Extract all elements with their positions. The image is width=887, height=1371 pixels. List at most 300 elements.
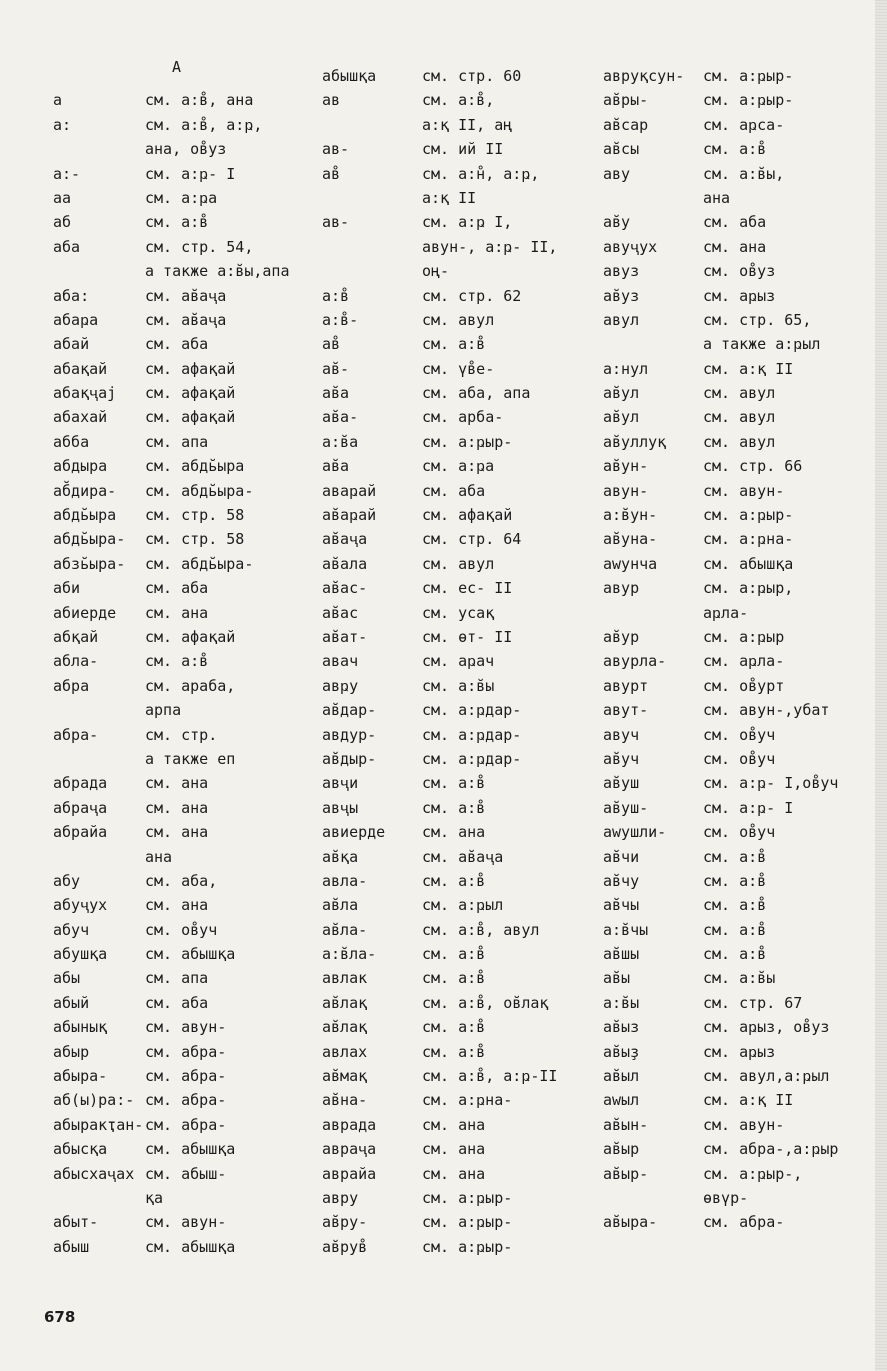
dictionary-entry bbox=[603, 625, 873, 649]
entry-reference: см. ов̊уч bbox=[703, 725, 776, 744]
entry-headword: аwушли- bbox=[603, 823, 667, 842]
entry-headword: ав̆а bbox=[322, 384, 350, 403]
entry-reference: см. авун- bbox=[145, 1213, 227, 1232]
dictionary-entry bbox=[53, 405, 313, 429]
dictionary-entry bbox=[53, 1210, 313, 1234]
dictionary-entry bbox=[53, 698, 313, 722]
dictionary-entry bbox=[322, 454, 592, 478]
entry-reference: см. а:в̊ bbox=[703, 945, 767, 964]
entry-reference: ана bbox=[145, 847, 173, 866]
entry-headword: ав̆лақ bbox=[322, 1018, 368, 1037]
entry-reference: см. ана bbox=[145, 896, 209, 915]
dictionary-entry bbox=[53, 186, 313, 210]
entry-reference: см. а:ҏ- I bbox=[703, 798, 794, 817]
entry-reference: см. стр. 67 bbox=[703, 993, 803, 1012]
entry-reference: см. стр. 64 bbox=[422, 530, 522, 549]
dictionary-entry bbox=[53, 162, 313, 186]
dictionary-entry bbox=[53, 1040, 313, 1064]
dictionary-entry bbox=[53, 942, 313, 966]
entry-reference: см. а:ҏдар- bbox=[422, 749, 522, 768]
entry-reference: см. а:ҏыр, bbox=[703, 579, 794, 598]
entry-headword: ав̊ bbox=[322, 335, 341, 354]
entry-headword: аб̆дира- bbox=[53, 481, 117, 500]
dictionary-entry bbox=[53, 1186, 313, 1210]
entry-reference: см. а:в̊ bbox=[422, 335, 486, 354]
dictionary-entry bbox=[603, 88, 873, 112]
entry-reference: см. а:ҏыр- bbox=[422, 1213, 513, 1232]
entry-headword: абыракҭан- bbox=[53, 1115, 144, 1134]
entry-reference: а также а:ҏыл bbox=[703, 335, 821, 354]
dictionary-entry bbox=[53, 820, 313, 844]
entry-headword: ав̆ур bbox=[603, 627, 640, 646]
entry-reference: см. авул bbox=[703, 384, 776, 403]
entry-headword: абақҷај bbox=[53, 384, 117, 403]
entry-headword: ав̆уш bbox=[603, 774, 640, 793]
dictionary-entry bbox=[53, 845, 313, 869]
dictionary-entry bbox=[322, 966, 592, 990]
entry-headword: абыра- bbox=[53, 1067, 108, 1086]
entry-reference: см. абдь̆ыра bbox=[145, 457, 245, 476]
entry-reference: см. а:в̆ы, bbox=[703, 164, 785, 183]
entry-headword: ав̆ла bbox=[322, 896, 359, 915]
entry-headword: ав̆шы bbox=[603, 945, 640, 964]
dictionary-entry bbox=[322, 235, 592, 259]
entry-headword: абы bbox=[53, 969, 81, 988]
dictionary-entry bbox=[322, 1113, 592, 1137]
entry-reference: см. арба- bbox=[422, 408, 504, 427]
entry-headword: а:в̊- bbox=[322, 310, 359, 329]
dictionary-entry bbox=[603, 991, 873, 1015]
dictionary-entry bbox=[322, 113, 592, 137]
entry-headword: аваҏай bbox=[322, 481, 377, 500]
entry-headword: авун- bbox=[603, 481, 649, 500]
entry-reference: см. афақай bbox=[145, 627, 236, 646]
dictionary-entry bbox=[603, 235, 873, 259]
entry-headword: ав̆а bbox=[322, 457, 350, 476]
entry-headword: ав̆рув̊ bbox=[322, 1237, 368, 1256]
dictionary-entry bbox=[603, 308, 873, 332]
entry-headword: ав̆ул bbox=[603, 384, 640, 403]
dictionary-entry bbox=[603, 210, 873, 234]
dictionary-entry bbox=[53, 113, 313, 137]
entry-reference: см. ана bbox=[422, 1140, 486, 1159]
entry-reference: см. ий II bbox=[422, 140, 504, 159]
dictionary-entry bbox=[603, 1186, 873, 1210]
dictionary-entry bbox=[603, 601, 873, 625]
dictionary-entry bbox=[322, 674, 592, 698]
entry-reference: см. аҏыз bbox=[703, 1042, 776, 1061]
entry-reference: см. а:в̊ bbox=[703, 871, 767, 890]
entry-reference: см. абдь̆ыра- bbox=[145, 481, 254, 500]
dictionary-entry bbox=[322, 1064, 592, 1088]
entry-reference: аҏла- bbox=[703, 603, 749, 622]
dictionary-entry bbox=[322, 601, 592, 625]
dictionary-entry bbox=[322, 820, 592, 844]
entry-headword: абқай bbox=[53, 627, 99, 646]
entry-reference: см. а:в̊, bbox=[422, 91, 495, 110]
dictionary-entry bbox=[603, 698, 873, 722]
entry-headword: ав̆ыҙ bbox=[603, 1042, 640, 1061]
entry-reference: см. ав̆аҷа bbox=[422, 847, 504, 866]
entry-headword: ав̆ат- bbox=[322, 627, 368, 646]
dictionary-entry bbox=[603, 1113, 873, 1137]
dictionary-entry bbox=[53, 1137, 313, 1161]
entry-reference: см. аба bbox=[422, 481, 486, 500]
dictionary-entry bbox=[53, 64, 313, 88]
dictionary-entry bbox=[53, 357, 313, 381]
dictionary-entry bbox=[322, 1088, 592, 1112]
dictionary-entry bbox=[603, 186, 873, 210]
dictionary-entry bbox=[603, 405, 873, 429]
entry-headword: аа bbox=[53, 188, 72, 207]
entry-reference: см. аба bbox=[145, 579, 209, 598]
entry-reference: см. а:в̊, ов̆лақ bbox=[422, 993, 549, 1012]
entry-headword: ав- bbox=[322, 140, 350, 159]
entry-reference: см. ов̊урт bbox=[703, 676, 785, 695]
entry-headword: абысхаҷах bbox=[53, 1164, 135, 1183]
dictionary-entry bbox=[603, 357, 873, 381]
entry-headword: абла- bbox=[53, 652, 99, 671]
entry-reference: см. авун- bbox=[703, 481, 785, 500]
entry-headword: абдь̆ыра bbox=[53, 506, 117, 525]
dictionary-entry bbox=[53, 454, 313, 478]
entry-headword: ав̆чу bbox=[603, 871, 640, 890]
entry-reference: см. ана bbox=[145, 603, 209, 622]
dictionary-entry bbox=[322, 893, 592, 917]
entry-reference: см. а:ҏыр- bbox=[422, 1188, 513, 1207]
entry-headword: аби bbox=[53, 579, 81, 598]
entry-headword: ав̆ы bbox=[603, 969, 631, 988]
entry-reference: см. апа bbox=[145, 969, 209, 988]
entry-reference: см. аба bbox=[145, 335, 209, 354]
entry-reference: см. абышқа bbox=[145, 945, 236, 964]
entry-headword: ав- bbox=[322, 213, 350, 232]
dictionary-entry bbox=[322, 1210, 592, 1234]
entry-headword: а:нул bbox=[603, 359, 649, 378]
dictionary-entry bbox=[322, 771, 592, 795]
dictionary-entry bbox=[603, 869, 873, 893]
entry-reference: см. ана bbox=[422, 823, 486, 842]
entry-headword: абра bbox=[53, 676, 90, 695]
letter-heading: А bbox=[172, 58, 182, 76]
entry-reference: см. а:в̊, а:ҏ, bbox=[145, 115, 263, 134]
entry-reference: см. а:в̊ bbox=[703, 896, 767, 915]
entry-headword: аwыл bbox=[603, 1091, 640, 1110]
entry-headword: а:в̆чы bbox=[603, 920, 649, 939]
entry-headword: абдыра bbox=[53, 457, 108, 476]
entry-reference: см. а:ҏыр- bbox=[422, 432, 513, 451]
entry-headword: авул bbox=[603, 310, 640, 329]
dictionary-entry bbox=[322, 942, 592, 966]
entry-headword: авурла- bbox=[603, 652, 667, 671]
entry-reference: ана bbox=[703, 188, 731, 207]
entry-reference: см. а:ҏа bbox=[145, 188, 218, 207]
dictionary-entry bbox=[53, 625, 313, 649]
entry-reference: см. ес- II bbox=[422, 579, 513, 598]
dictionary-entry bbox=[603, 284, 873, 308]
entry-reference: см. а:ҏа bbox=[422, 457, 495, 476]
dictionary-entry bbox=[53, 796, 313, 820]
dictionary-entry bbox=[322, 869, 592, 893]
entry-reference: см. а:в̊ bbox=[422, 1042, 486, 1061]
dictionary-entry bbox=[322, 1186, 592, 1210]
entry-reference: см. үв̊е- bbox=[422, 359, 495, 378]
dictionary-entry bbox=[603, 771, 873, 795]
dictionary-entry bbox=[603, 332, 873, 356]
entry-reference: см. а:в̆ы bbox=[422, 676, 495, 695]
entry-headword: авдур- bbox=[322, 725, 377, 744]
entry-reference: а также еп bbox=[145, 749, 236, 768]
entry-reference: см. араба, bbox=[145, 676, 236, 695]
dictionary-entry bbox=[322, 723, 592, 747]
dictionary-entry bbox=[322, 259, 592, 283]
entry-headword: ав̆сар bbox=[603, 115, 649, 134]
entry-reference: см. авун- bbox=[145, 1018, 227, 1037]
entry-reference: см. а:в̊, авул bbox=[422, 920, 540, 939]
entry-reference: см. афақай bbox=[145, 359, 236, 378]
entry-reference: см. аҏла- bbox=[703, 652, 785, 671]
entry-reference: см. а:ҏна- bbox=[703, 530, 794, 549]
dictionary-entry bbox=[322, 186, 592, 210]
entry-reference: өвүр- bbox=[703, 1188, 749, 1207]
entry-reference: см. авул bbox=[422, 310, 495, 329]
entry-headword: ав̆ыр bbox=[603, 1140, 640, 1159]
entry-reference: см. а:ҏдар- bbox=[422, 725, 522, 744]
dictionary-entry bbox=[53, 284, 313, 308]
dictionary-entry bbox=[53, 235, 313, 259]
entry-headword: абуҷух bbox=[53, 896, 108, 915]
entry-reference: см. а:н̊, а:ҏ, bbox=[422, 164, 540, 183]
entry-reference: см. ов̊уч bbox=[145, 920, 218, 939]
dictionary-entry bbox=[322, 649, 592, 673]
entry-reference: см. аҏса- bbox=[703, 115, 785, 134]
entry-reference: см. а:ҏыр- bbox=[703, 91, 794, 110]
entry-headword: абиерде bbox=[53, 603, 117, 622]
dictionary-entry bbox=[322, 503, 592, 527]
entry-reference: см. а:в̊, а:ҏ-II bbox=[422, 1067, 558, 1086]
entry-reference: см. абра- bbox=[145, 1091, 227, 1110]
entry-reference: см. а:ҏыр-, bbox=[703, 1164, 803, 1183]
entry-headword: ав̆дар- bbox=[322, 701, 377, 720]
entry-headword: абрайа bbox=[53, 823, 108, 842]
dictionary-entry bbox=[322, 698, 592, 722]
entry-reference: см. абра-,а:ҏыр bbox=[703, 1140, 839, 1159]
entry-headword: аб(ы)ра:- bbox=[53, 1091, 135, 1110]
entry-reference: см. а:в̊ bbox=[703, 847, 767, 866]
entry-headword: абахай bbox=[53, 408, 108, 427]
entry-reference: см. ана bbox=[422, 1164, 486, 1183]
entry-headword: а:в̊ bbox=[322, 286, 350, 305]
entry-reference: см. а:в̊ bbox=[422, 1018, 486, 1037]
entry-headword: ав̆- bbox=[322, 359, 350, 378]
dictionary-entry bbox=[603, 893, 873, 917]
dictionary-entry bbox=[322, 137, 592, 161]
entry-reference: см. а:в̊ bbox=[422, 774, 486, 793]
entry-reference: см. абышқа bbox=[145, 1237, 236, 1256]
entry-reference: см. авул bbox=[703, 408, 776, 427]
dictionary-entry bbox=[603, 259, 873, 283]
dictionary-entry bbox=[322, 64, 592, 88]
entry-reference: см. афақай bbox=[145, 384, 236, 403]
dictionary-entry bbox=[603, 918, 873, 942]
entry-reference: см. ов̊уз bbox=[703, 262, 776, 281]
entry-reference: см. а:в̊ bbox=[703, 140, 767, 159]
dictionary-entry bbox=[53, 210, 313, 234]
entry-headword: ав̆қа bbox=[322, 847, 359, 866]
entry-headword: абыр bbox=[53, 1042, 90, 1061]
dictionary-entry bbox=[53, 649, 313, 673]
entry-headword: ав̆ас bbox=[322, 603, 359, 622]
entry-reference: см. а:ҏыр- bbox=[703, 67, 794, 85]
entry-reference: см. авул bbox=[703, 432, 776, 451]
entry-reference: см. а:ҏ- I,ов̊уч bbox=[703, 774, 839, 793]
entry-reference: см. а:в̆ы bbox=[703, 969, 776, 988]
entry-headword: ав̆уш- bbox=[603, 798, 649, 817]
entry-headword: ав̆аҏай bbox=[322, 506, 377, 525]
dictionary-entry bbox=[322, 747, 592, 771]
dictionary-entry bbox=[53, 747, 313, 771]
entry-reference: см. а:в̊ bbox=[145, 652, 209, 671]
entry-reference: см. а:в̊ bbox=[422, 945, 486, 964]
entry-reference: см. а:в̊ bbox=[422, 969, 486, 988]
dictionary-entry bbox=[322, 357, 592, 381]
entry-headword: абаҏа bbox=[53, 310, 99, 329]
dictionary-entry bbox=[603, 479, 873, 503]
dictionary-entry bbox=[53, 430, 313, 454]
entry-headword: ав̆ыз bbox=[603, 1018, 640, 1037]
dictionary-entry bbox=[53, 674, 313, 698]
dictionary-entry bbox=[53, 1088, 313, 1112]
dictionary-entry bbox=[603, 747, 873, 771]
page-edge-shadow bbox=[875, 0, 887, 1371]
entry-reference: см. авун- bbox=[703, 1115, 785, 1134]
dictionary-entry bbox=[322, 308, 592, 332]
dictionary-entry bbox=[322, 88, 592, 112]
entry-reference: см. өт- II bbox=[422, 627, 513, 646]
entry-headword: авраҷа bbox=[322, 1140, 377, 1159]
entry-reference: см. абра- bbox=[145, 1067, 227, 1086]
dictionary-entry bbox=[53, 1064, 313, 1088]
entry-reference: см. стр. 62 bbox=[422, 286, 522, 305]
entry-headword: абақай bbox=[53, 359, 108, 378]
dictionary-entry bbox=[53, 1235, 313, 1259]
dictionary-entry bbox=[603, 649, 873, 673]
entry-reference: арпа bbox=[145, 701, 182, 720]
entry-reference: см. стр. 66 bbox=[703, 457, 803, 476]
entry-reference: см. стр. 65, bbox=[703, 310, 812, 329]
entry-reference: оң- bbox=[422, 262, 450, 281]
entry-headword: аврайа bbox=[322, 1164, 377, 1183]
dictionary-entry bbox=[603, 966, 873, 990]
entry-headword: абраҷа bbox=[53, 798, 108, 817]
entry-headword: авла- bbox=[322, 871, 368, 890]
entry-headword: абра- bbox=[53, 725, 99, 744]
entry-reference: см. ов̊уч bbox=[703, 823, 776, 842]
dictionary-entry bbox=[322, 552, 592, 576]
entry-reference: см. а:ҏыр bbox=[703, 627, 785, 646]
entry-headword: ав̆ла- bbox=[322, 920, 368, 939]
entry-headword: ав̆уч bbox=[603, 749, 640, 768]
dictionary-entry bbox=[603, 723, 873, 747]
dictionary-entry bbox=[603, 1088, 873, 1112]
entry-headword: абышқа bbox=[322, 67, 377, 85]
entry-headword: а:- bbox=[53, 164, 81, 183]
entry-headword: авуҷух bbox=[603, 237, 658, 256]
dictionary-entry bbox=[322, 625, 592, 649]
dictionary-entry bbox=[53, 479, 313, 503]
dictionary-entry bbox=[603, 576, 873, 600]
entry-reference: см. ана bbox=[145, 774, 209, 793]
entry-headword: ав̆ул bbox=[603, 408, 640, 427]
entry-headword: ав̆ыл bbox=[603, 1067, 640, 1086]
dictionary-entry bbox=[322, 210, 592, 234]
dictionary-entry bbox=[53, 332, 313, 356]
entry-reference: а:қ II, аң bbox=[422, 115, 513, 134]
entry-reference: см. ав̆аҷа bbox=[145, 310, 227, 329]
entry-reference: см. стр. 58 bbox=[145, 530, 245, 549]
entry-headword: авру bbox=[322, 1188, 359, 1207]
entry-headword: абуч bbox=[53, 920, 90, 939]
dictionary-entry bbox=[53, 552, 313, 576]
dictionary-entry bbox=[53, 918, 313, 942]
dictionary-entry bbox=[53, 527, 313, 551]
entry-reference: см. ана bbox=[703, 237, 767, 256]
entry-headword: абзь̆ыра- bbox=[53, 554, 126, 573]
column-right bbox=[603, 64, 873, 1235]
entry-reference: см. абдь̆ыра- bbox=[145, 554, 254, 573]
dictionary-entry bbox=[603, 796, 873, 820]
entry-reference: см. авул bbox=[422, 554, 495, 573]
dictionary-entry bbox=[603, 1064, 873, 1088]
entry-headword: ав̆сы bbox=[603, 140, 640, 159]
page-number: 678 bbox=[44, 1308, 76, 1326]
entry-reference: см. стр. bbox=[145, 725, 218, 744]
dictionary-entry bbox=[53, 869, 313, 893]
dictionary-entry bbox=[603, 942, 873, 966]
dictionary-entry bbox=[603, 1137, 873, 1161]
dictionary-entry bbox=[603, 454, 873, 478]
entry-headword: авурт bbox=[603, 676, 649, 695]
entry-headword: ав̆ру- bbox=[322, 1213, 368, 1232]
entry-reference: см. а:в̊, ана bbox=[145, 91, 254, 110]
dictionary-entry bbox=[322, 405, 592, 429]
dictionary-entry bbox=[322, 527, 592, 551]
entry-headword: ав bbox=[322, 91, 341, 110]
dictionary-entry bbox=[53, 1162, 313, 1186]
column-middle bbox=[322, 64, 592, 1259]
dictionary-entry bbox=[603, 1040, 873, 1064]
dictionary-entry bbox=[322, 162, 592, 186]
dictionary-entry bbox=[603, 162, 873, 186]
dictionary-entry bbox=[322, 796, 592, 820]
entry-reference: см. аҏыз, ов̊уз bbox=[703, 1018, 830, 1037]
entry-reference: см. аба, bbox=[145, 871, 218, 890]
entry-reference: см. авун-,убат bbox=[703, 701, 830, 720]
entry-headword: абушқа bbox=[53, 945, 108, 964]
entry-headword: авиерде bbox=[322, 823, 386, 842]
entry-headword: ав̆у bbox=[603, 213, 631, 232]
dictionary-entry bbox=[322, 1040, 592, 1064]
entry-headword: а:в̆а bbox=[322, 432, 359, 451]
dictionary-entry bbox=[53, 1015, 313, 1039]
dictionary-entry bbox=[322, 430, 592, 454]
entry-reference: см. аба bbox=[703, 213, 767, 232]
entry-reference: см. абышқа bbox=[145, 1140, 236, 1159]
entry-reference: см. а:ҏыр- bbox=[422, 1237, 513, 1256]
dictionary-entry bbox=[322, 381, 592, 405]
entry-reference: а:қ II bbox=[422, 188, 477, 207]
entry-reference: см. ана bbox=[422, 1115, 486, 1134]
